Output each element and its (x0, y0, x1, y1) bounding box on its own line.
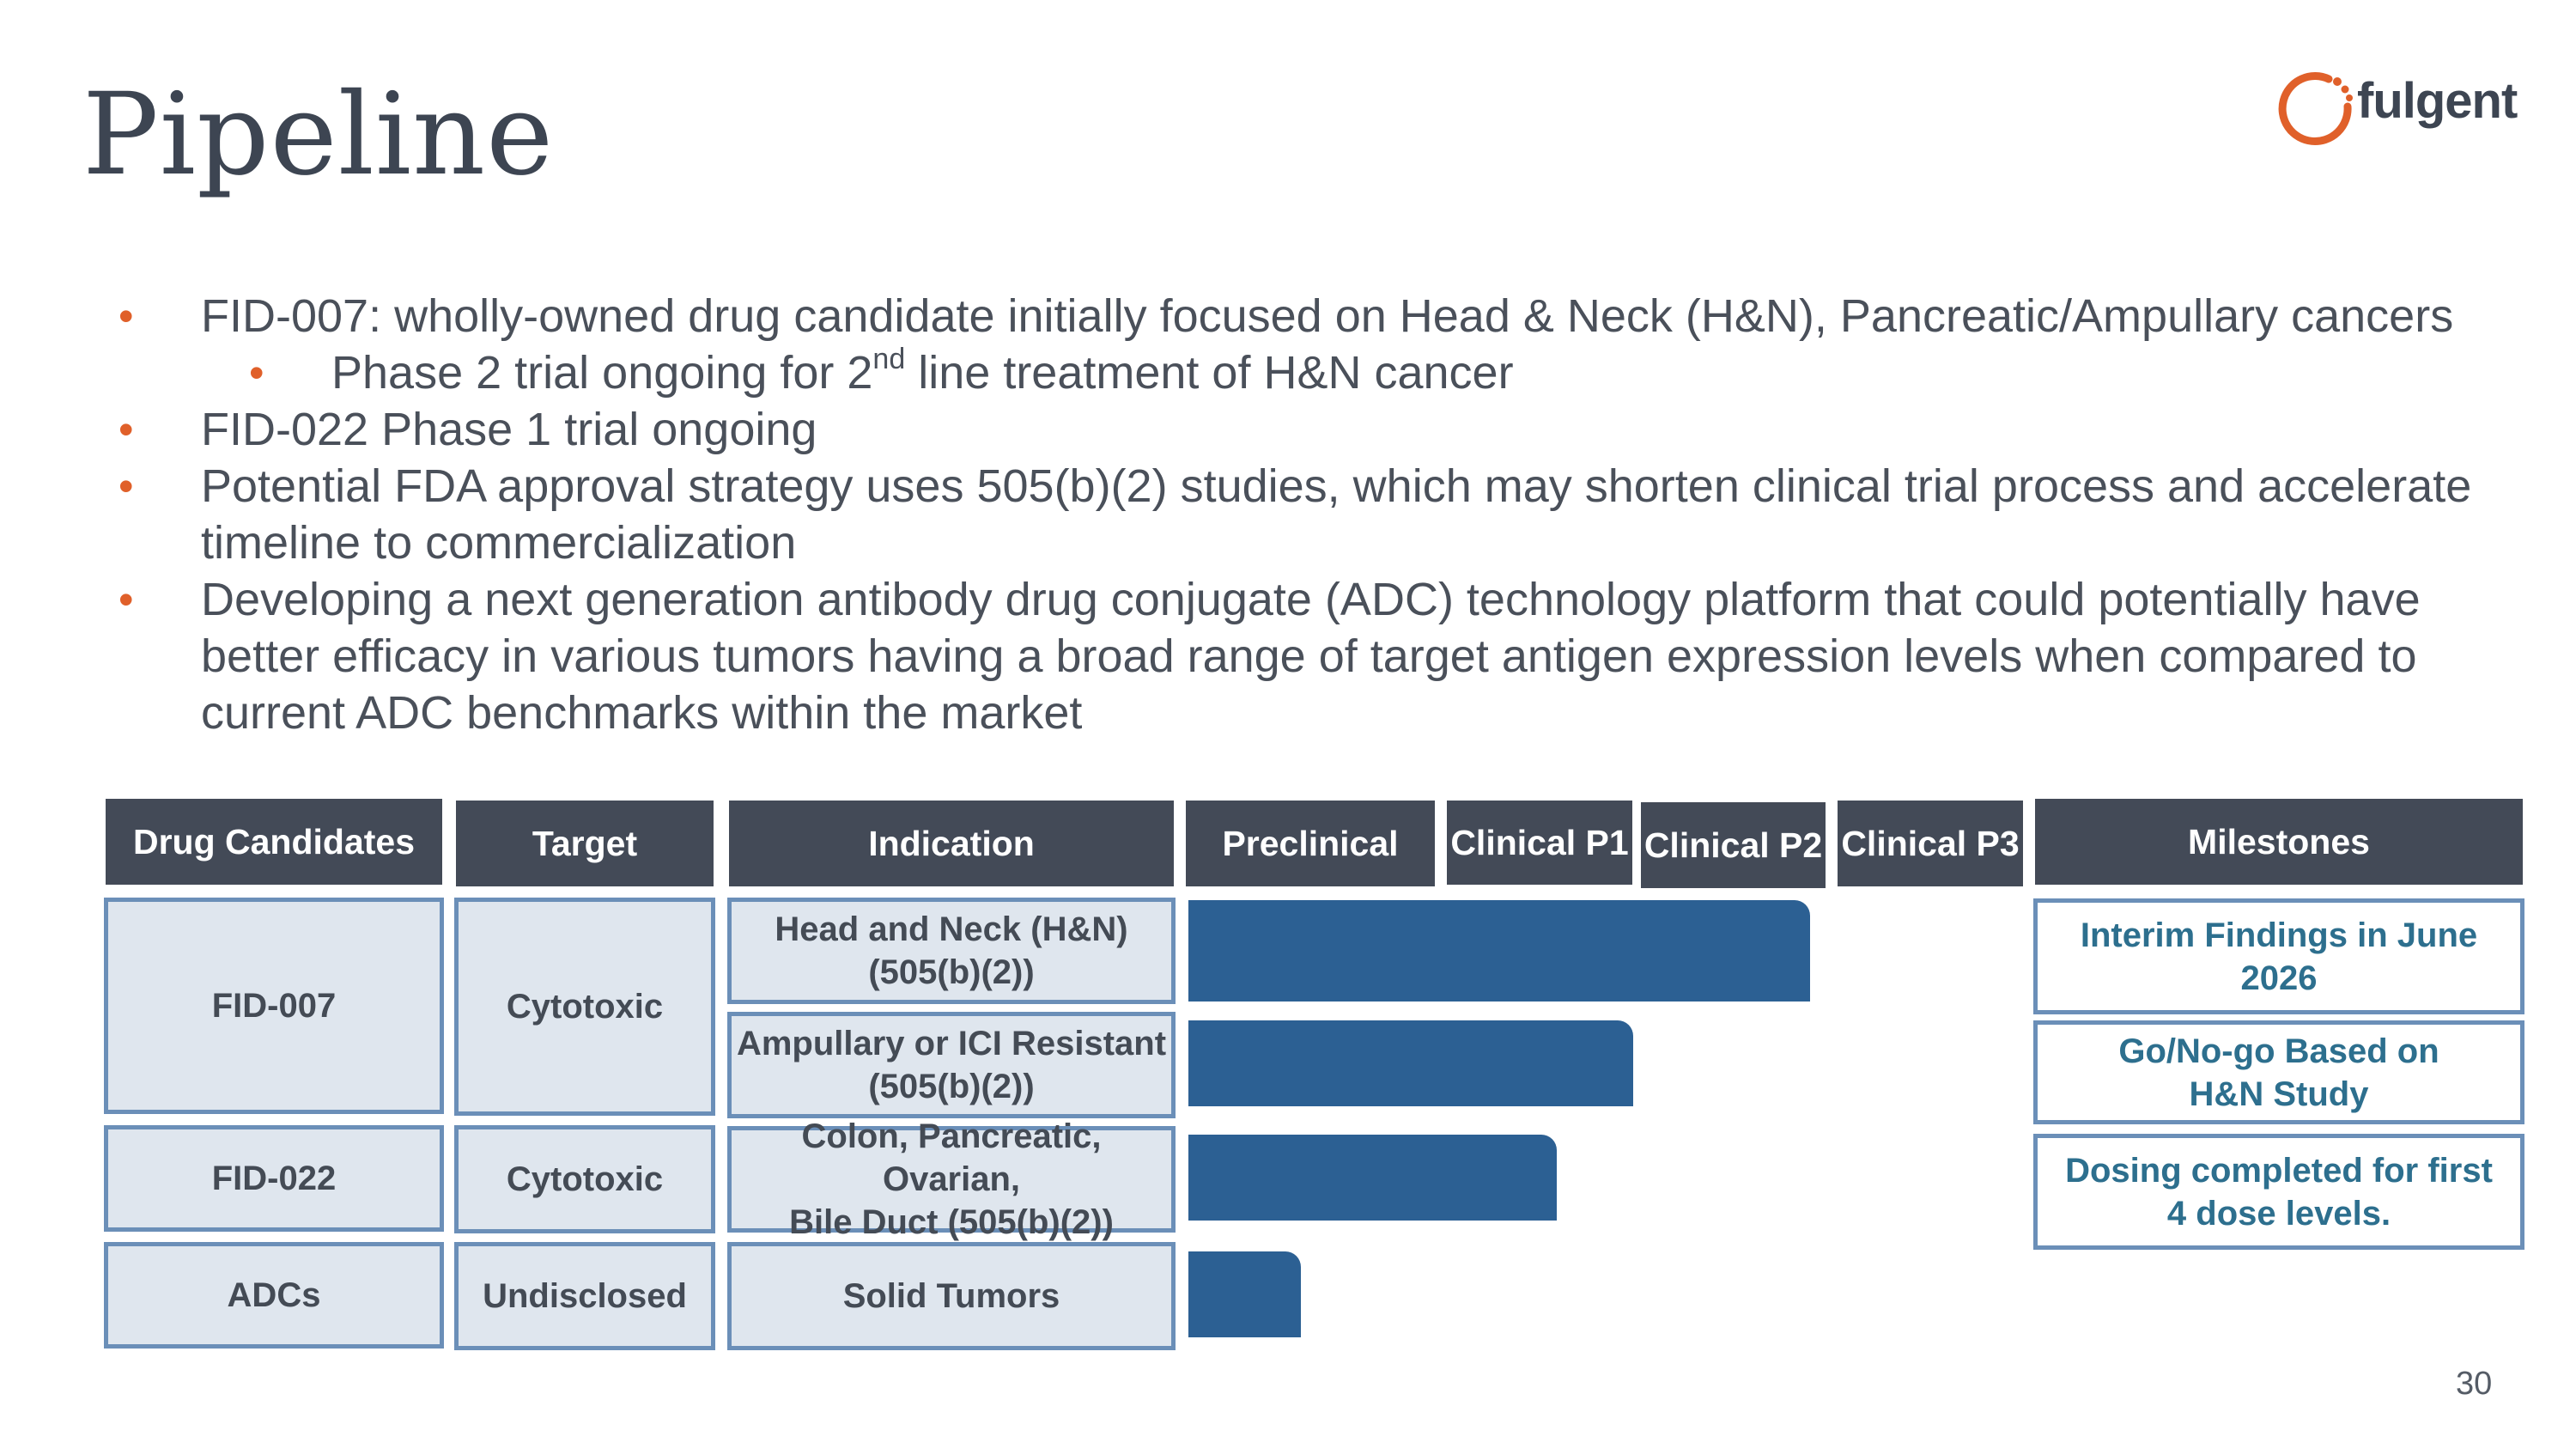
indication-colon-pancreatic (727, 1117, 1176, 1241)
header-milestones: Milestones (2035, 799, 2523, 885)
fulgent-logo-icon (2275, 67, 2357, 149)
bullet-adc-line1: Developing a next generation antibody drug conjugate (ADC) technology platform that could potentially have (201, 574, 2421, 625)
indication-text: Head and Neck (H&N) (775, 910, 1128, 948)
progress-bar-ampullary (1188, 1020, 1633, 1106)
bullet-dot: • (118, 292, 134, 340)
header-clinical-p3: Clinical P3 (1838, 801, 2023, 886)
indication-text: (505(b)(2)) (868, 1068, 1035, 1105)
milestone-fid007-go-no-go (2033, 1020, 2524, 1124)
milestone-text: Interim Findings in June (2080, 916, 2478, 954)
header-preclinical: Preclinical (1186, 801, 1435, 886)
progress-bar-head-neck (1188, 900, 1810, 1002)
header-clinical-p2: Clinical P2 (1641, 802, 1826, 888)
bullet-dot: • (118, 462, 134, 510)
target-fid007: Cytotoxic (454, 898, 715, 1116)
candidate-fid007: FID-007 (104, 898, 444, 1114)
bullet-fda-line1: Potential FDA approval strategy uses 505(b)(2) studies, which may shorten clinical trial process and accelerate (201, 460, 2472, 512)
bullet-adc-line3: current ADC benchmarks within the market (201, 687, 1083, 739)
header-clinical-p1: Clinical P1 (1447, 801, 1632, 885)
company-logo (2275, 67, 2533, 149)
page-number: 30 (2456, 1366, 2493, 1402)
indication-text: Ampullary or ICI Resistant (736, 1025, 1167, 1062)
slide-title: Pipeline (82, 69, 555, 201)
sub-bullet-phase2: Phase 2 trial ongoing for 2nd line treatment of H&N cancer (331, 343, 1514, 399)
milestone-text: Go/No-go Based on (2118, 1032, 2439, 1070)
bullet-fid022: FID-022 Phase 1 trial ongoing (201, 404, 817, 455)
milestone-fid007-interim (2033, 898, 2524, 1014)
progress-bar-solid-tumors (1188, 1251, 1301, 1337)
progress-bar-colon-pancreatic (1188, 1135, 1557, 1221)
header-drug-candidates: Drug Candidates (106, 799, 442, 885)
bullet-dot: • (118, 405, 134, 454)
indication-head-neck (727, 898, 1176, 1004)
indication-text: Colon, Pancreatic, Ovarian, (801, 1117, 1102, 1198)
bullet-fda-line2: timeline to commercialization (201, 517, 797, 569)
sub-bullet-dot: • (249, 349, 264, 397)
indication-text: Bile Duct (505(b)(2)) (789, 1203, 1114, 1241)
milestone-text: Dosing completed for first (2065, 1151, 2493, 1190)
milestone-fid022-dosing (2033, 1134, 2524, 1250)
logo-wordmark: fulgent (2357, 73, 2518, 129)
header-indication: Indication (729, 801, 1174, 886)
bullet-adc-line2: better efficacy in various tumors having a broad range of target antigen expression levels when compared to (201, 630, 2417, 682)
candidate-fid022: FID-022 (104, 1125, 444, 1232)
candidate-adcs: ADCs (104, 1242, 444, 1349)
bullet-fid007: FID-007: wholly-owned drug candidate initially focused on Head & Neck (H&N), Pancreatic/Ampullary cancers (201, 290, 2454, 342)
milestone-text: H&N Study (2189, 1075, 2369, 1113)
target-adcs: Undisclosed (454, 1242, 715, 1350)
milestone-text: 4 dose levels. (2166, 1194, 2391, 1233)
indication-text: (505(b)(2)) (868, 953, 1035, 991)
milestone-text: 2026 (2240, 959, 2318, 997)
bullet-dot: • (118, 575, 134, 624)
header-target: Target (456, 801, 714, 886)
indication-solid-tumors: Solid Tumors (727, 1242, 1176, 1350)
target-fid022: Cytotoxic (454, 1125, 715, 1233)
indication-ampullary (727, 1012, 1176, 1118)
